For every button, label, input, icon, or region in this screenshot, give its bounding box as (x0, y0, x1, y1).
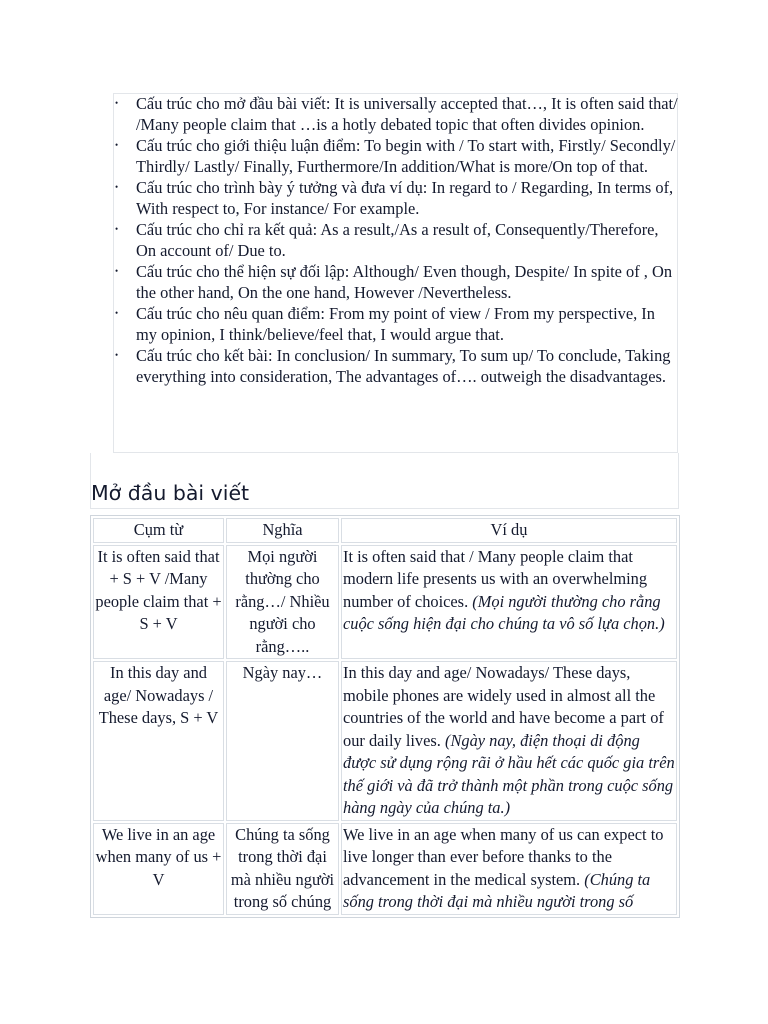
example-cell (341, 545, 677, 660)
phrase-cell: We live in an age when many of us + V (93, 823, 224, 915)
bullet-icon: • (115, 308, 119, 318)
item-label: Cấu trúc cho thể hiện sự đối lập: (136, 262, 350, 281)
list-item (113, 93, 679, 135)
list-item (113, 345, 679, 387)
item-label: Cấu trúc cho chỉ ra kết quả: (136, 220, 318, 239)
example-translation: (Mọi người thường cho rằng cuộc sống hiện đại cho chúng ta vô số lựa chọn.) (343, 591, 665, 633)
column-header-example: Ví dụ (341, 518, 677, 543)
item-label: Cấu trúc cho mở đầu bài viết: (136, 94, 331, 113)
meaning-cell: Chúng ta sống trong thời đại mà nhiều người trong số chúng (226, 823, 339, 915)
list-item (113, 177, 679, 219)
phrase-table (90, 515, 680, 918)
item-label: Cấu trúc cho giới thiệu luận điểm: (136, 136, 361, 155)
phrase-cell: In this day and age/ Nowadays / These days, S + V (93, 661, 224, 821)
example-text: In this day and age/ Nowadays/ These days, mobile phones are widely used in almost all the countries of the world and have become a part of our daily lives. (343, 663, 664, 750)
column-header-meaning: Nghĩa (226, 518, 339, 543)
item-text: Although/ Even though, Despite/ In spite of , On the other hand, On the one hand, However /Nevertheless. (136, 262, 673, 302)
list-item (113, 135, 679, 177)
item-text: From my point of view / From my perspective, In my opinion, I think/believe/feel that, I would argue that. (136, 304, 655, 344)
table-row (93, 823, 677, 915)
item-text: To begin with / To start with, Firstly/ Secondly/ Thirdly/ Lastly/ Finally, Furthermore/In addition/What is more/On top of that. (136, 136, 676, 176)
section-heading: Mở đầu bài viết (91, 481, 250, 505)
bullet-icon: • (115, 350, 119, 360)
example-translation: (Ngày nay, điện thoại di động được sử dụng rộng rãi ở hầu hết các quốc gia trên thế giới và đã trở thành một phần trong cuộc sống hàng ngày của chúng ta.) (343, 730, 675, 817)
bullet-icon: • (115, 182, 119, 192)
meaning-cell: Ngày nay… (226, 661, 339, 821)
page-clip (0, 920, 768, 1024)
item-label: Cấu trúc cho trình bày ý tưởng và đưa ví dụ: (136, 178, 428, 197)
example-text: It is often said that / Many people claim that modern life presents us with an overwhelming number of choices. (343, 546, 648, 611)
item-text: In conclusion/ In summary, To sum up/ To conclude, Taking everything into consideration, The advantages of…. outweigh the disadvantages. (136, 346, 671, 386)
table-row (93, 661, 677, 821)
meaning-cell: Mọi người thường cho rằng…/ Nhiều người cho rằng….. (226, 545, 339, 660)
item-text: As a result,/As a result of, Consequently/Therefore, On account of/ Due to. (136, 220, 659, 260)
example-cell (341, 823, 677, 915)
item-text: In regard to / Regarding, In terms of, With respect to, For instance/ For example. (136, 178, 674, 218)
item-label: Cấu trúc cho nêu quan điểm: (136, 304, 325, 323)
column-header-phrase: Cụm từ (93, 518, 224, 543)
item-label: Cấu trúc cho kết bài: (136, 346, 273, 365)
bullet-icon: • (115, 224, 119, 234)
example-text: We live in an age when many of us can expect to live longer than ever before thanks to the advancement in the medical system. (343, 824, 664, 889)
table-header-row (93, 518, 677, 543)
list-item (113, 303, 679, 345)
bullet-icon: • (115, 140, 119, 150)
phrase-cell: It is often said that + S + V /Many people claim that + S + V (93, 545, 224, 660)
bullet-icon: • (115, 266, 119, 276)
example-translation: (Chúng ta sống trong thời đại mà nhiều người trong số (343, 869, 651, 911)
bullet-icon: • (115, 98, 119, 108)
structure-list (113, 93, 679, 387)
item-text: It is universally accepted that…, It is often said that/ /Many people claim that …is a hotly debated topic that often divides opinion. (136, 94, 678, 134)
example-cell (341, 661, 677, 821)
list-item (113, 219, 679, 261)
table-row (93, 545, 677, 660)
list-item (113, 261, 679, 303)
